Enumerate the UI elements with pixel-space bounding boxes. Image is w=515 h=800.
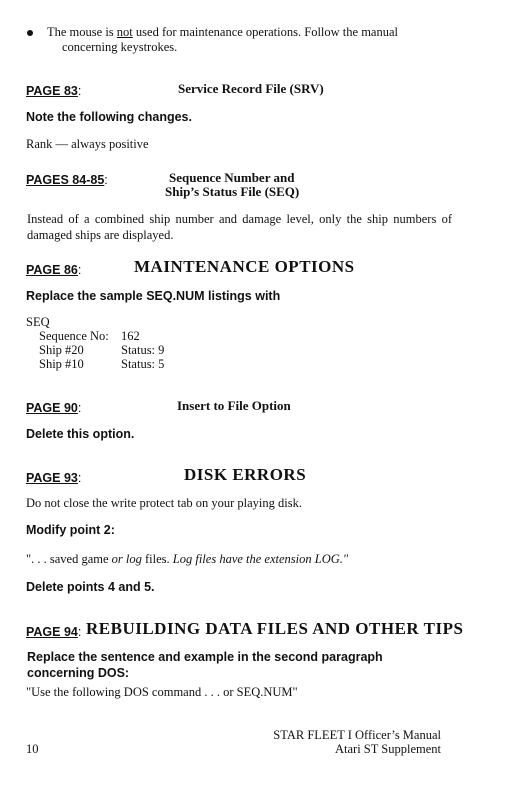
body-93: Do not close the write protect tab on your playing disk.	[26, 496, 302, 510]
quote-93: ". . . saved game or log files. Log files have the extension LOG."	[26, 552, 349, 566]
listing-head: SEQ	[26, 315, 50, 329]
listing-row-1-left: Sequence No:	[39, 329, 109, 343]
listing-row-3-left: Ship #10	[39, 357, 84, 371]
listing-row-1-right: 162	[121, 329, 140, 343]
section-title-93: DISK ERRORS	[184, 465, 307, 484]
section-title-84-line1: Sequence Number and	[169, 170, 295, 185]
page-ref-84-85: PAGES 84-85:	[26, 173, 108, 187]
page-ref-83: PAGE 83:	[26, 84, 82, 98]
quote-94: "Use the following DOS command . . . or SEQ.NUM"	[26, 685, 298, 699]
listing-row-3-right: Status: 5	[121, 357, 165, 371]
body-84-85: Instead of a combined ship number and damage level, only the ship numbers of damaged ships are displayed.	[27, 212, 452, 242]
body-83: Rank — always positive	[26, 137, 149, 151]
modify-point: Modify point 2:	[26, 523, 115, 537]
instruction-86: Replace the sample SEQ.NUM listings with	[26, 289, 281, 303]
section-title-83: Service Record File (SRV)	[178, 81, 324, 96]
bullet-dot	[27, 30, 33, 36]
section-title-94: REBUILDING DATA FILES AND OTHER TIPS	[86, 619, 464, 638]
page-ref-94: PAGE 94:	[26, 625, 82, 639]
delete-points: Delete points 4 and 5.	[26, 580, 155, 594]
section-title-90: Insert to File Option	[177, 398, 291, 413]
instruction-90: Delete this option.	[26, 427, 135, 441]
bullet-line-2: concerning keystrokes.	[62, 40, 178, 54]
section-title-84-line2: Ship’s Status File (SEQ)	[165, 184, 300, 199]
listing-row-2-left: Ship #20	[39, 343, 84, 357]
page-number: 10	[26, 742, 39, 756]
note-83: Note the following changes.	[26, 110, 192, 124]
section-title-86: MAINTENANCE OPTIONS	[134, 257, 355, 276]
instruction-94: Replace the sentence and example in the second paragraph concerning DOS:	[27, 650, 383, 680]
footer-title-line2: Atari ST Supplement	[334, 742, 441, 756]
page-ref-90: PAGE 90:	[26, 401, 82, 415]
page-ref-86: PAGE 86:	[26, 263, 82, 277]
bullet-line-1: The mouse is not used for maintenance operations. Follow the manual	[47, 25, 398, 39]
footer-title-line1: STAR FLEET I Officer’s Manual	[273, 728, 441, 742]
listing-row-2-right: Status: 9	[121, 343, 165, 357]
page-ref-93: PAGE 93:	[26, 471, 82, 485]
